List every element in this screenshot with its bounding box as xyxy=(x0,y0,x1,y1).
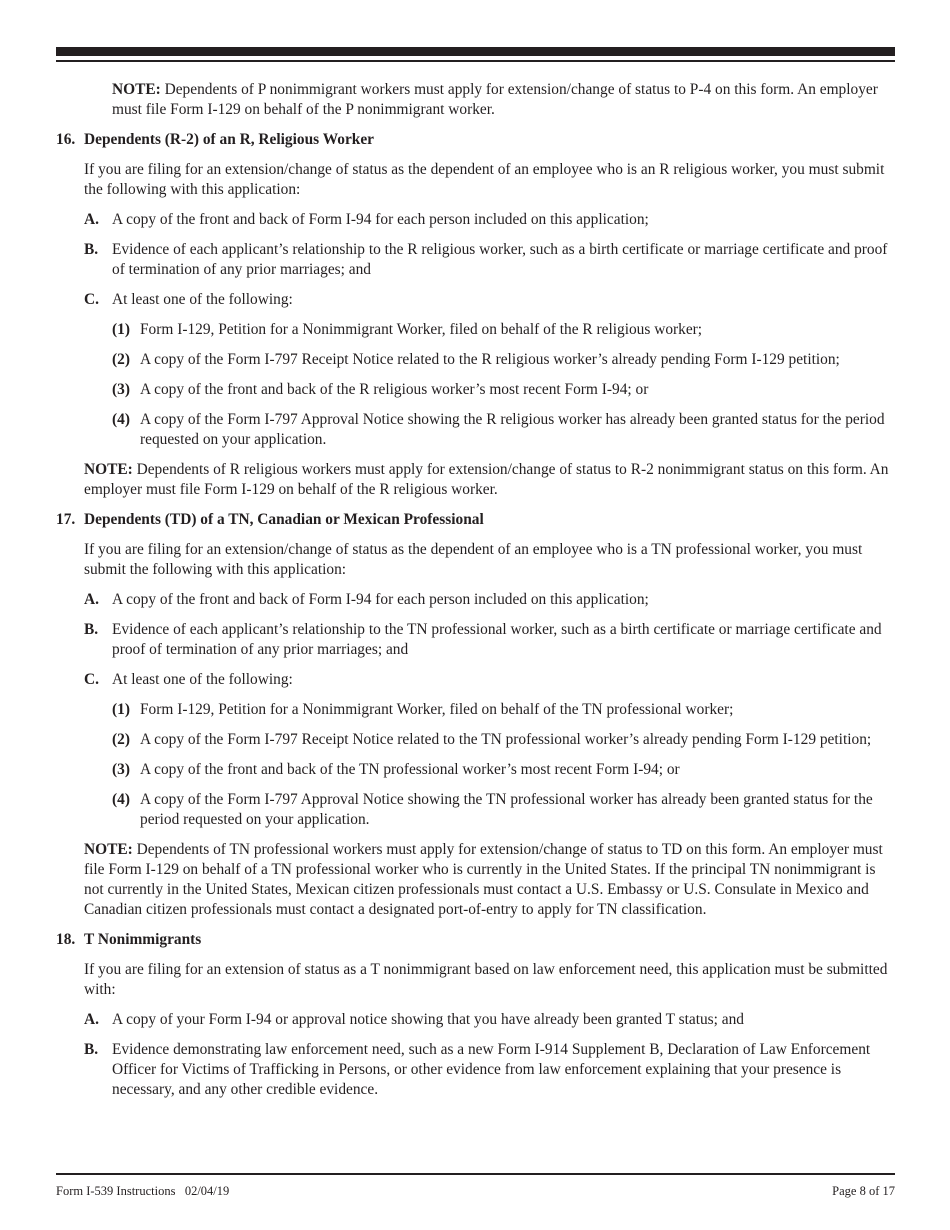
item-label: C. xyxy=(84,671,99,688)
section-title: Dependents (R-2) of an R, Religious Worker xyxy=(84,131,374,148)
page-content xyxy=(56,80,895,1100)
item-label: (2) xyxy=(112,351,130,368)
list-item xyxy=(112,380,895,400)
list-item xyxy=(84,1040,895,1100)
item-label: C. xyxy=(84,291,99,308)
list-item xyxy=(112,790,895,830)
footer-page-number: Page 8 of 17 xyxy=(832,1184,895,1198)
item-text: A copy of the front and back of the R religious worker’s most recent Form I-94; or xyxy=(140,381,649,398)
list-item xyxy=(84,670,895,830)
section-intro: If you are filing for an extension/change of status as the dependent of an employee who is an R religious worker, you must submit the following with this application: xyxy=(84,161,885,198)
item-label: (1) xyxy=(112,321,130,338)
item-text: A copy of the Form I-797 Receipt Notice related to the R religious worker’s already pending Form I-129 petition; xyxy=(140,351,840,368)
numbered-list xyxy=(112,700,895,830)
list-item xyxy=(84,240,895,280)
section-number: 17. xyxy=(56,511,76,528)
item-text: A copy of the front and back of Form I-94 for each person included on this application; xyxy=(112,211,649,228)
item-label: (4) xyxy=(112,411,130,428)
list-item xyxy=(84,1010,895,1030)
item-text: Evidence of each applicant’s relationship to the R religious worker, such as a birth certificate or marriage certificate and proof of termination of any prior marriages; and xyxy=(112,241,888,278)
list-item xyxy=(84,590,895,610)
list-item xyxy=(112,320,895,340)
section-title: Dependents (TD) of a TN, Canadian or Mexican Professional xyxy=(84,511,484,528)
item-label: A. xyxy=(84,211,99,228)
footer-form-name: Form I-539 Instructions xyxy=(56,1184,176,1198)
item-label: (4) xyxy=(112,791,130,808)
list-item xyxy=(84,290,895,450)
item-text: Form I-129, Petition for a Nonimmigrant Worker, filed on behalf of the TN professional worker; xyxy=(140,701,734,718)
item-text: A copy of the Form I-797 Receipt Notice related to the TN professional worker’s already pending Form I-129 petition; xyxy=(140,731,872,748)
section-heading xyxy=(56,130,895,150)
footer-form-info xyxy=(56,1183,229,1199)
footer-rule xyxy=(56,1173,895,1175)
list-item xyxy=(112,730,895,750)
lettered-list xyxy=(84,210,895,450)
note-p-dependents xyxy=(112,80,895,120)
section-heading xyxy=(56,930,895,950)
item-label: (1) xyxy=(112,701,130,718)
section-note xyxy=(84,460,895,500)
list-item xyxy=(84,620,895,660)
section-body xyxy=(84,540,895,920)
section-body xyxy=(84,160,895,500)
item-text: At least one of the following: xyxy=(112,291,293,308)
footer-edition-date: 02/04/19 xyxy=(184,1184,230,1198)
section-note xyxy=(84,840,895,920)
header-rule-thin xyxy=(56,60,895,62)
item-text: A copy of your Form I-94 or approval notice showing that you have already been granted T status; and xyxy=(112,1011,744,1028)
section-17 xyxy=(56,510,895,920)
item-label: (2) xyxy=(112,731,130,748)
item-text: A copy of the Form I-797 Approval Notice showing the R religious worker has already been granted status for the period requested on your application. xyxy=(140,411,885,448)
note-text: Dependents of R religious workers must apply for extension/change of status to R-2 nonimmigrant status on this form. An employer must file Form I-129 on behalf of the R religious worker. xyxy=(84,461,889,498)
note-label: NOTE: xyxy=(84,461,133,478)
section-body xyxy=(84,960,895,1100)
item-text: A copy of the front and back of the TN professional worker’s most recent Form I-94; or xyxy=(140,761,680,778)
list-item xyxy=(112,410,895,450)
lettered-list xyxy=(84,1010,895,1100)
item-text: A copy of the Form I-797 Approval Notice showing the TN professional worker has already been granted status for the period requested on your application. xyxy=(140,791,873,828)
note-label: NOTE: xyxy=(112,81,161,98)
section-number: 16. xyxy=(56,131,76,148)
item-label: B. xyxy=(84,621,99,638)
section-16 xyxy=(56,130,895,500)
section-title: T Nonimmigrants xyxy=(84,931,202,948)
item-text: Form I-129, Petition for a Nonimmigrant Worker, filed on behalf of the R religious worker; xyxy=(140,321,703,338)
list-item xyxy=(112,350,895,370)
item-label: A. xyxy=(84,1011,99,1028)
list-item xyxy=(112,760,895,780)
item-label: A. xyxy=(84,591,99,608)
section-heading xyxy=(56,510,895,530)
list-item xyxy=(84,210,895,230)
section-intro: If you are filing for an extension/change of status as the dependent of an employee who is a TN professional worker, you must submit the following with this application: xyxy=(84,541,863,578)
item-label: B. xyxy=(84,1041,99,1058)
item-label: (3) xyxy=(112,381,130,398)
item-text: A copy of the front and back of Form I-94 for each person included on this application; xyxy=(112,591,649,608)
header-rule-thick xyxy=(56,47,895,56)
note-text: Dependents of P nonimmigrant workers must apply for extension/change of status to P-4 on this form. An employer must file Form I-129 on behalf of the P nonimmigrant worker. xyxy=(112,81,878,118)
numbered-list xyxy=(112,320,895,450)
item-label: (3) xyxy=(112,761,130,778)
item-text: Evidence of each applicant’s relationship to the TN professional worker, such as a birth certificate or marriage certificate and proof of termination of any prior marriages; and xyxy=(112,621,882,658)
note-label: NOTE: xyxy=(84,841,133,858)
note-text: Dependents of TN professional workers must apply for extension/change of status to TD on this form. An employer must file Form I-129 on behalf of a TN professional worker who is currently in the United States. If the principal TN nonimmigrant is not currently in the United States, Mexican citizen professionals must contact a U.S. Embassy or U.S. Consulate in Mexico and Canadian citizen professionals must contact a designated port-of-entry to apply for TN classification. xyxy=(84,841,883,918)
item-label: B. xyxy=(84,241,99,258)
item-text: Evidence demonstrating law enforcement need, such as a new Form I-914 Supplement B, Declaration of Law Enforcement Officer for Victims of Trafficking in Persons, or other evidence from law enforcement explaining that your presence is necessary, and any other credible evidence. xyxy=(112,1041,871,1098)
section-18 xyxy=(56,930,895,1100)
section-intro: If you are filing for an extension of status as a T nonimmigrant based on law enforcement need, this application must be submitted with: xyxy=(84,961,888,998)
item-text: At least one of the following: xyxy=(112,671,293,688)
section-number: 18. xyxy=(56,931,76,948)
lettered-list xyxy=(84,590,895,830)
list-item xyxy=(112,700,895,720)
